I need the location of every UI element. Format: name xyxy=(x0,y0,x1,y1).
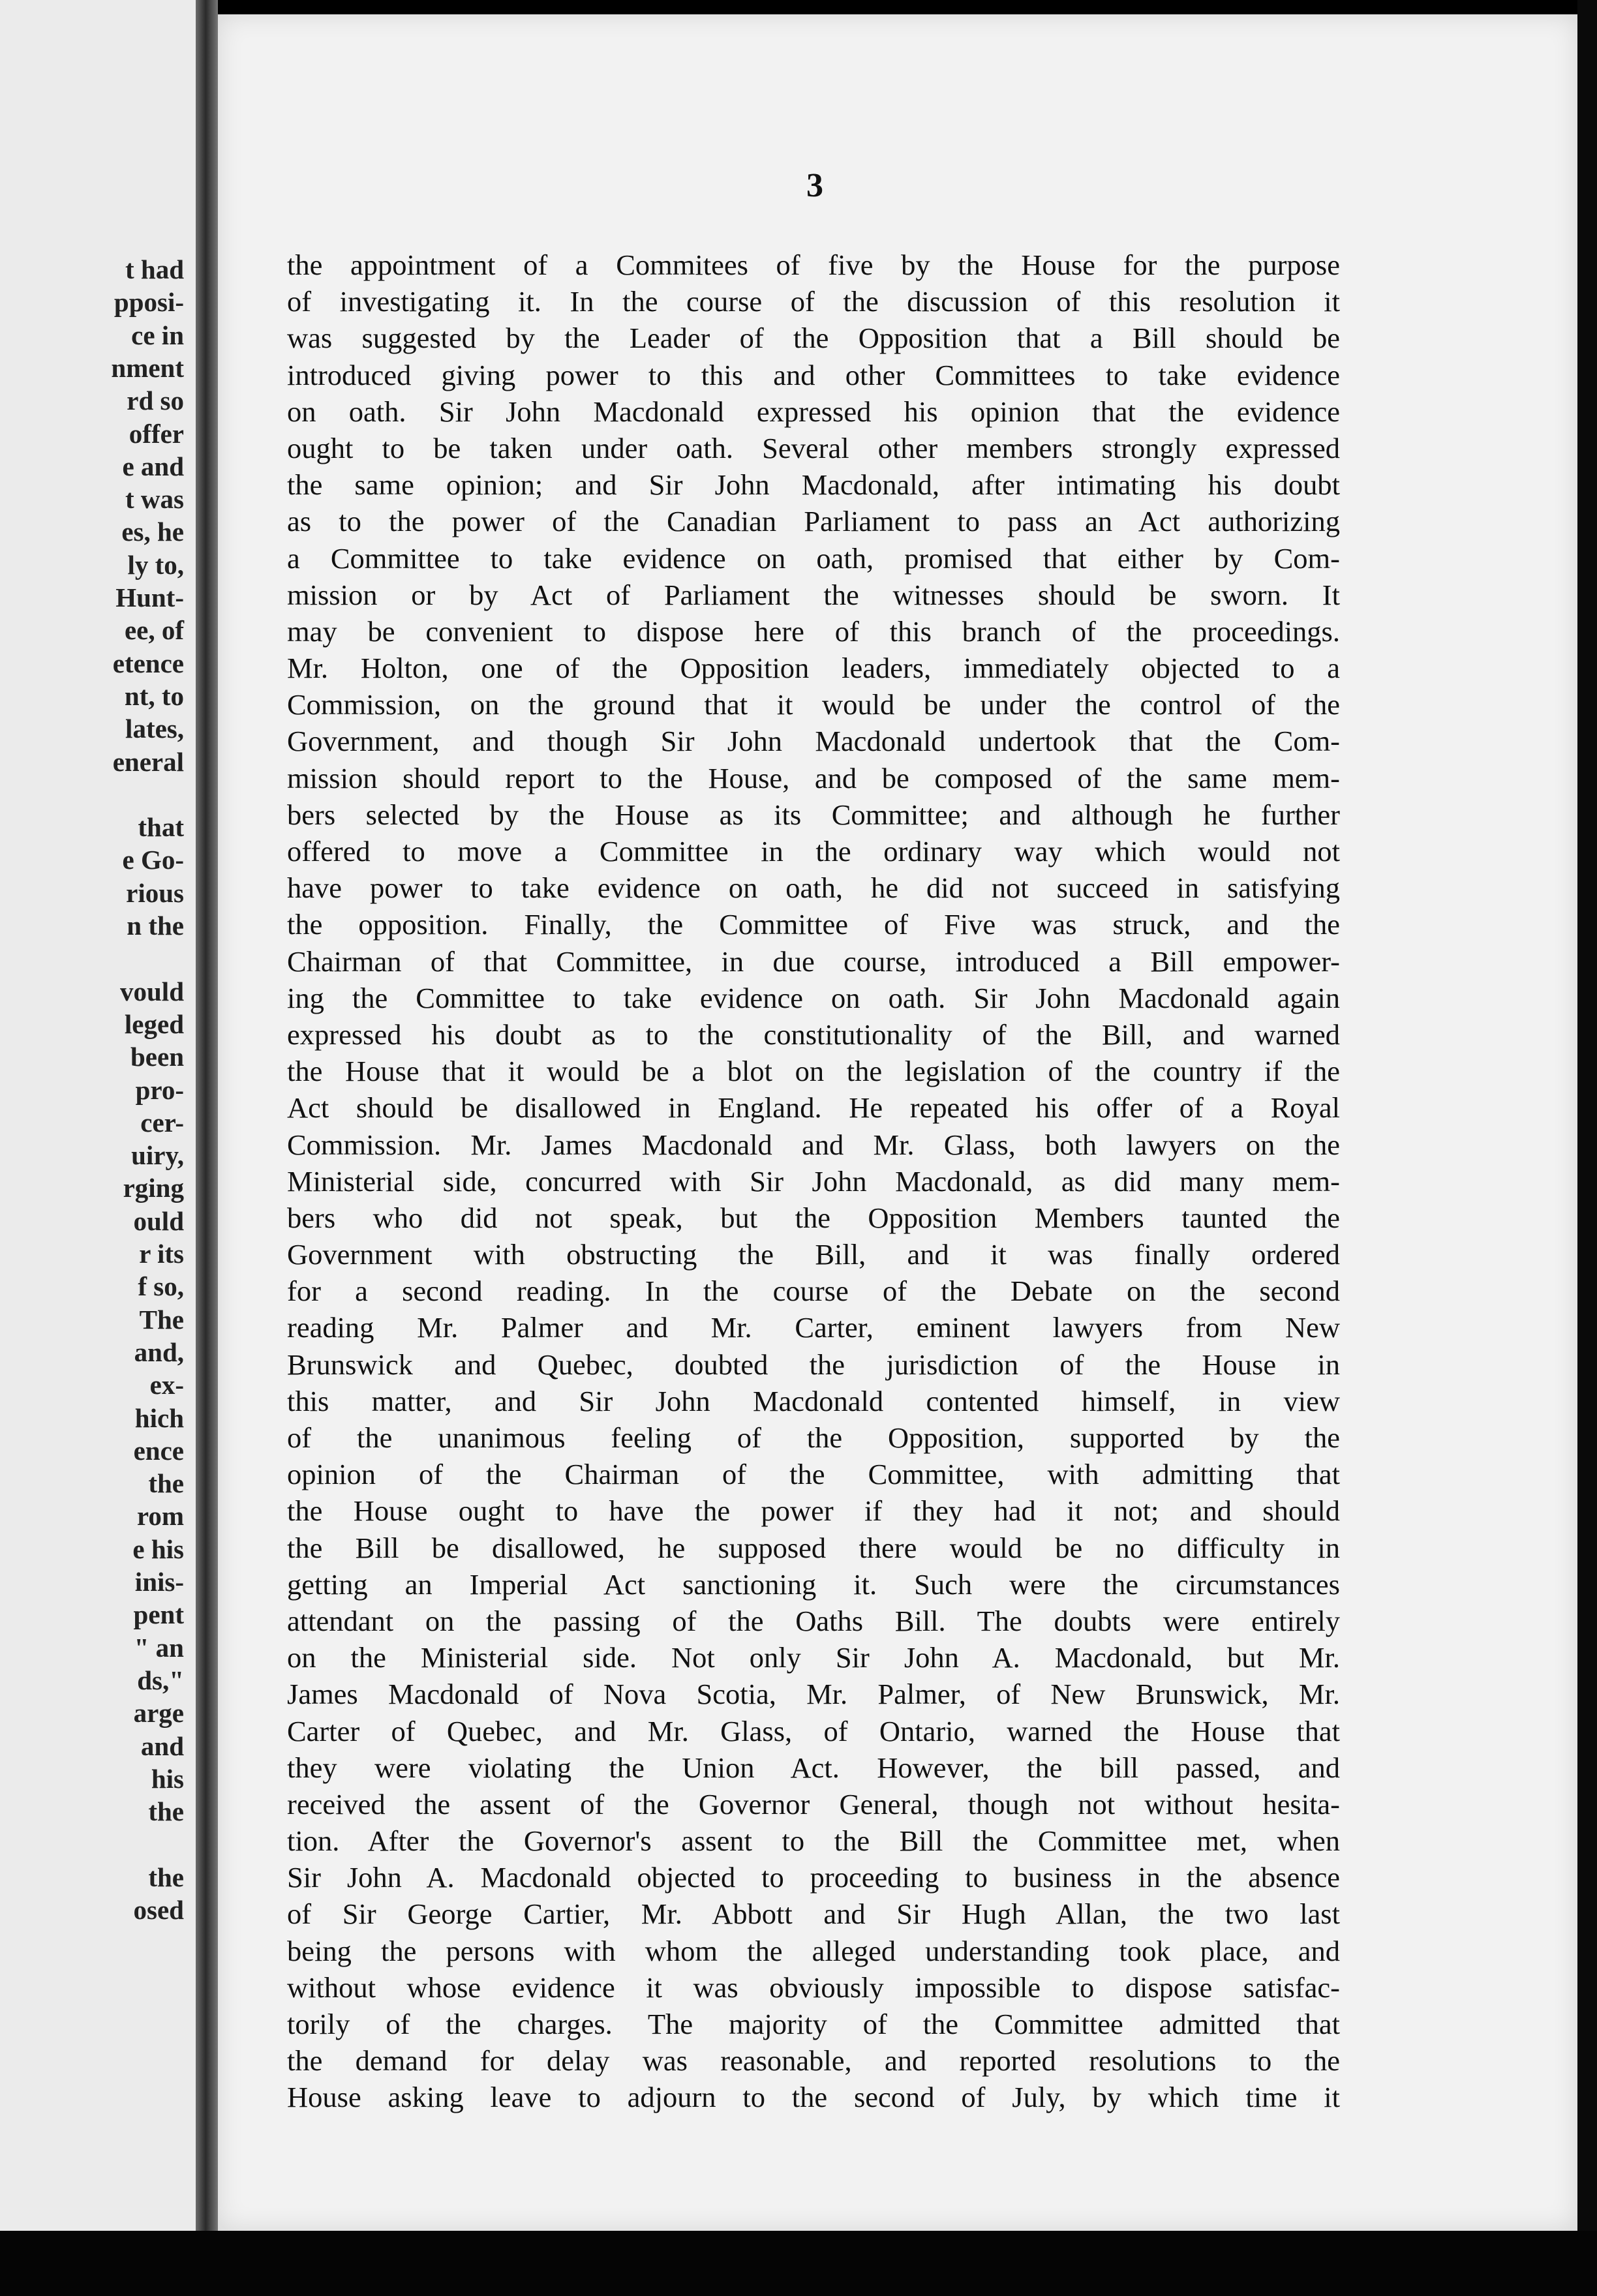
text-line: was suggested by the Leader of the Opposition that a Bill should be xyxy=(287,322,1340,355)
body-text xyxy=(287,247,1340,2116)
text-line: offered to move a Committee in the ordinary way which would not xyxy=(287,835,1340,868)
text-line: Chairman of that Committee, in due course, introduced a Bill empower- xyxy=(287,944,1340,978)
text-line: attendant on the passing of the Oaths Bill. The doubts were entirely xyxy=(287,1604,1340,1637)
text-line: Ministerial side, concurred with Sir John Macdonald, as did many mem- xyxy=(287,1164,1340,1198)
right-scan-border xyxy=(1577,0,1597,2296)
text-line: Commission, on the ground that it would be under the control of the xyxy=(287,688,1340,721)
left-page-fragment: cer- xyxy=(140,1107,184,1138)
left-page-fragment: " an xyxy=(134,1632,184,1663)
left-page-fragment: etence xyxy=(112,648,184,678)
text-line: James Macdonald of Nova Scotia, Mr. Palmer, of New Brunswick, Mr. xyxy=(287,1678,1340,1711)
text-line: the demand for delay was reasonable, and reported resolutions to the xyxy=(287,2044,1340,2077)
text-line: introduced giving power to this and other Committees to take evidence xyxy=(287,358,1340,391)
text-line: received the assent of the Governor General, though not without hesita- xyxy=(287,1787,1340,1820)
left-page-fragment: rging xyxy=(123,1173,184,1203)
left-page-fragment: and xyxy=(140,1730,184,1761)
text-line: reading Mr. Palmer and Mr. Carter, eminent lawyers from New xyxy=(287,1311,1340,1344)
text-line: the same opinion; and Sir John Macdonald, after intimating his doubt xyxy=(287,468,1340,502)
text-line: Government, and though Sir John Macdonald undertook that the Com- xyxy=(287,725,1340,758)
text-line: Act should be disallowed in England. He repeated his offer of a Royal xyxy=(287,1091,1340,1125)
left-page-fragment: offer xyxy=(129,418,184,449)
page-gutter xyxy=(196,0,218,2244)
text-line: opinion of the Chairman of the Committee, with admitting that xyxy=(287,1458,1340,1491)
left-page-fragment: his xyxy=(151,1763,184,1794)
text-line: for a second reading. In the course of the Debate on the second xyxy=(287,1275,1340,1308)
text-line: expressed his doubt as to the constitutionality of the Bill, and warned xyxy=(287,1018,1340,1051)
left-page-fragment: Hunt- xyxy=(115,582,184,612)
text-line: Mr. Holton, one of the Opposition leaders, immediately objected to a xyxy=(287,652,1340,685)
left-page-fragment: the xyxy=(148,1862,184,1892)
left-page-fragment: and, xyxy=(134,1337,184,1367)
text-line: ought to be taken under oath. Several other members strongly expressed xyxy=(287,431,1340,464)
left-page-fragment: leged xyxy=(124,1008,184,1039)
left-page-fragment: f so, xyxy=(138,1271,184,1302)
left-page-fragment: pro- xyxy=(135,1074,184,1105)
text-line: on oath. Sir John Macdonald expressed his opinion that the evidence xyxy=(287,395,1340,428)
text-line: may be convenient to dispose here of this branch of the proceedings. xyxy=(287,614,1340,648)
text-line: Commission. Mr. James Macdonald and Mr. Glass, both lawyers on the xyxy=(287,1128,1340,1161)
text-line: being the persons with whom the alleged understanding took place, and xyxy=(287,1934,1340,1967)
left-page-fragment: nment xyxy=(111,352,184,383)
text-line: bers who did not speak, but the Opposition Members taunted the xyxy=(287,1201,1340,1234)
left-page-fragment: uiry, xyxy=(131,1140,184,1171)
text-line: mission should report to the House, and be composed of the same mem- xyxy=(287,761,1340,794)
text-line: the Bill be disallowed, he supposed there would be no difficulty in xyxy=(287,1531,1340,1564)
left-page-fragment: ly to, xyxy=(127,549,184,580)
previous-page-strip xyxy=(0,0,196,2244)
text-line: tion. After the Governor's assent to the Bill the Committee met, when xyxy=(287,1824,1340,1858)
text-line: Carter of Quebec, and Mr. Glass, of Ontario, warned the House that xyxy=(287,1714,1340,1747)
text-line: torily of the charges. The majority of the Committee admitted that xyxy=(287,2008,1340,2040)
text-line: they were violating the Union Act. However, the bill passed, and xyxy=(287,1751,1340,1784)
left-page-fragment: rd so xyxy=(127,385,184,416)
left-page-fragment: ce in xyxy=(131,320,184,350)
text-line: on the Ministerial side. Not only Sir John A. Macdonald, but Mr. xyxy=(287,1641,1340,1674)
text-line: Sir John A. Macdonald objected to proceeding to business in the absence xyxy=(287,1861,1340,1894)
left-page-fragment: ould xyxy=(133,1205,184,1236)
left-page-fragment: ence xyxy=(133,1435,184,1466)
left-page-fragment: eneral xyxy=(112,746,184,777)
text-line: ing the Committee to take evidence on oath. Sir John Macdonald again xyxy=(287,981,1340,1014)
text-line: of investigating it. In the course of the discussion of this resolution it xyxy=(287,285,1340,318)
left-page-fragment: rom xyxy=(136,1501,184,1532)
text-line: the opposition. Finally, the Committee of Five was struck, and the xyxy=(287,908,1340,941)
left-page-fragment: t was xyxy=(125,484,184,515)
text-line: a Committee to take evidence on oath, promised that either by Com- xyxy=(287,541,1340,575)
left-page-fragment: e his xyxy=(132,1533,184,1564)
text-line: the House that it would be a blot on the legislation of the country if the xyxy=(287,1055,1340,1088)
left-page-fragment: es, he xyxy=(121,517,184,547)
left-page-fragment: ex- xyxy=(149,1370,184,1400)
left-page-fragment: osed xyxy=(133,1895,184,1925)
text-line: without whose evidence it was obviously impossible to dispose satisfac- xyxy=(287,1971,1340,2004)
left-page-fragment: the xyxy=(148,1468,184,1499)
left-page-fragment: the xyxy=(148,1796,184,1827)
left-page-fragment: r its xyxy=(139,1239,184,1269)
text-line: of the unanimous feeling of the Opposition, supported by the xyxy=(287,1421,1340,1454)
left-page-fragment: inis- xyxy=(134,1567,184,1597)
left-page-fragment: The xyxy=(139,1304,184,1335)
text-line: Government with obstructing the Bill, and it was finally ordered xyxy=(287,1238,1340,1271)
left-page-fragment: nt, to xyxy=(124,680,184,711)
left-page-fragment: ds," xyxy=(137,1665,184,1695)
text-line: as to the power of the Canadian Parliament to pass an Act authorizing xyxy=(287,505,1340,538)
left-page-fragment: lates, xyxy=(125,714,184,744)
text-line: House asking leave to adjourn to the second of July, by which time it xyxy=(287,2081,1340,2114)
text-line: the House ought to have the power if they had it not; and should xyxy=(287,1494,1340,1528)
left-page-fragment: been xyxy=(130,1042,184,1072)
left-page-fragment: e Go- xyxy=(122,845,184,875)
text-line: have power to take evidence on oath, he did not succeed in satisfying xyxy=(287,871,1340,905)
left-page-fragment: vould xyxy=(120,976,184,1006)
bottom-scan-border xyxy=(0,2231,1597,2296)
text-line: Brunswick and Quebec, doubted the jurisdiction of the House in xyxy=(287,1348,1340,1381)
text-line: the appointment of a Commitees of five by the House for the purpose xyxy=(287,249,1340,281)
left-page-fragment: pent xyxy=(133,1599,184,1630)
left-page-fragment: that xyxy=(138,812,184,843)
page-number: 3 xyxy=(806,167,823,204)
text-line: getting an Imperial Act sanctioning it. Such were the circumstances xyxy=(287,1567,1340,1601)
left-page-fragment: arge xyxy=(133,1698,184,1729)
left-page-fragment: t had xyxy=(125,254,184,284)
left-page-fragment: rious xyxy=(126,877,184,908)
text-line: mission or by Act of Parliament the witnesses should be sworn. It xyxy=(287,578,1340,611)
left-page-fragment: e and xyxy=(122,451,184,481)
text-line: bers selected by the House as its Committee; and although he further xyxy=(287,798,1340,831)
left-page-fragment: pposi- xyxy=(114,287,184,318)
text-line: of Sir George Cartier, Mr. Abbott and Sir Hugh Allan, the two last xyxy=(287,1897,1340,1931)
text-line: this matter, and Sir John Macdonald contented himself, in view xyxy=(287,1384,1340,1417)
left-page-fragment: ee, of xyxy=(124,615,184,646)
left-page-fragment: hich xyxy=(134,1402,184,1433)
left-page-fragment: n the xyxy=(127,911,184,941)
